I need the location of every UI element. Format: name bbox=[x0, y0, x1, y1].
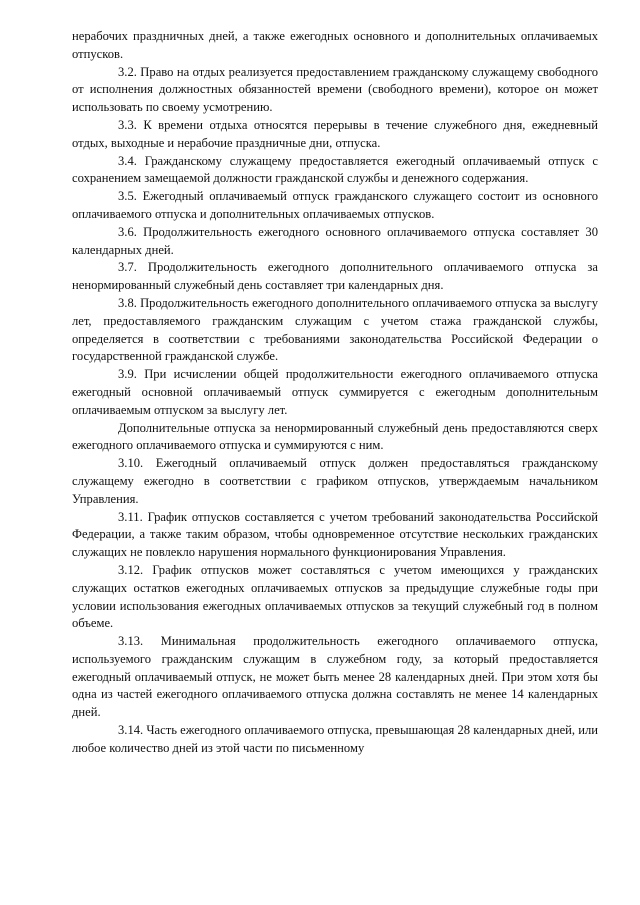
paragraph-3-3: 3.3. К времени отдыха относятся перерывы в течение служебного дня, ежедневный отдых, выходные и нерабочие праздничные дни, отпуска. bbox=[72, 117, 598, 150]
paragraph-3-14: 3.14. Часть ежегодного оплачиваемого отпуска, превышающая 28 календарных дней, или любое количество дней из этой части по письменному bbox=[72, 723, 598, 755]
paragraph-3-4: 3.4. Гражданскому служащему предоставляется ежегодный оплачиваемый отпуск с сохранением замещаемой должности гражданской службы и денежного содержания. bbox=[72, 153, 598, 186]
paragraph-3-9: 3.9. При исчислении общей продолжительности ежегодного оплачиваемого отпуска ежегодный основной оплачиваемый отпуск суммируется с ежегодным дополнительным оплачиваемым отпуском за выслугу лет. bbox=[72, 367, 598, 417]
paragraph-3-5: 3.5. Ежегодный оплачиваемый отпуск гражданского служащего состоит из основного оплачиваемого отпуска и дополнительных оплачиваемых отпусков. bbox=[72, 189, 598, 221]
paragraph-3-9-addendum: Дополнительные отпуска за ненормированный служебный день предоставляются сверх ежегодного оплачиваемого отпуска и суммируются с ним. bbox=[72, 420, 598, 453]
paragraph-continuation: нерабочих праздничных дней, а также ежегодных основного и дополнительных оплачиваемых отпусков. bbox=[72, 29, 598, 61]
paragraph-3-2: 3.2. Право на отдых реализуется предоставлением гражданскому служащему свободного от исполнения должностных обязанностей времени (свободного времени), которое он может использовать по своему усмотрению. bbox=[72, 64, 598, 115]
paragraph-3-13: 3.13. Минимальная продолжительность ежегодного оплачиваемого отпуска, используемого гражданским служащим в служебном году, за который предоставляется ежегодный оплачиваемый отпуск, не может быть менее 28 календарных дней. При этом хотя бы одна из частей ежегодного оплачиваемого отпуска должна составлять не менее 14 календарных дней. bbox=[72, 634, 598, 720]
paragraph-3-10: 3.10. Ежегодный оплачиваемый отпуск должен предоставляться гражданскому служащему ежегодно в соответствии с графиком отпусков, утверждаемым начальником Управления. bbox=[72, 456, 598, 506]
paragraph-3-7: 3.7. Продолжительность ежегодного дополнительного оплачиваемого отпуска за ненормированный служебный день составляет три календарных дня. bbox=[72, 260, 598, 293]
paragraph-3-12: 3.12. График отпусков может составляться с учетом имеющихся у гражданских служащих остатков ежегодных оплачиваемых отпусков за предыдущие служебные годы при условии использования ежегодных оплачиваемых отпусков за текущий служебный год в полном объеме. bbox=[72, 562, 598, 631]
paragraph-3-6: 3.6. Продолжительность ежегодного основного оплачиваемого отпуска составляет 30 календарных дней. bbox=[72, 224, 598, 257]
paragraph-3-11: 3.11. График отпусков составляется с учетом требований законодательства Российской Федерации, а также таким образом, чтобы одновременное отсутствие нескольких гражданских служащих не повлекло нарушения нормального функционирования Управления. bbox=[72, 509, 598, 560]
paragraph-3-8: 3.8. Продолжительность ежегодного дополнительного оплачиваемого отпуска за выслугу лет, предоставляемого гражданским служащим с учетом стажа гражданской службы, определяется в соответствии с требованиями законодательства Российской Федерации о государственной гражданской службе. bbox=[72, 295, 598, 364]
document-page bbox=[72, 28, 598, 758]
